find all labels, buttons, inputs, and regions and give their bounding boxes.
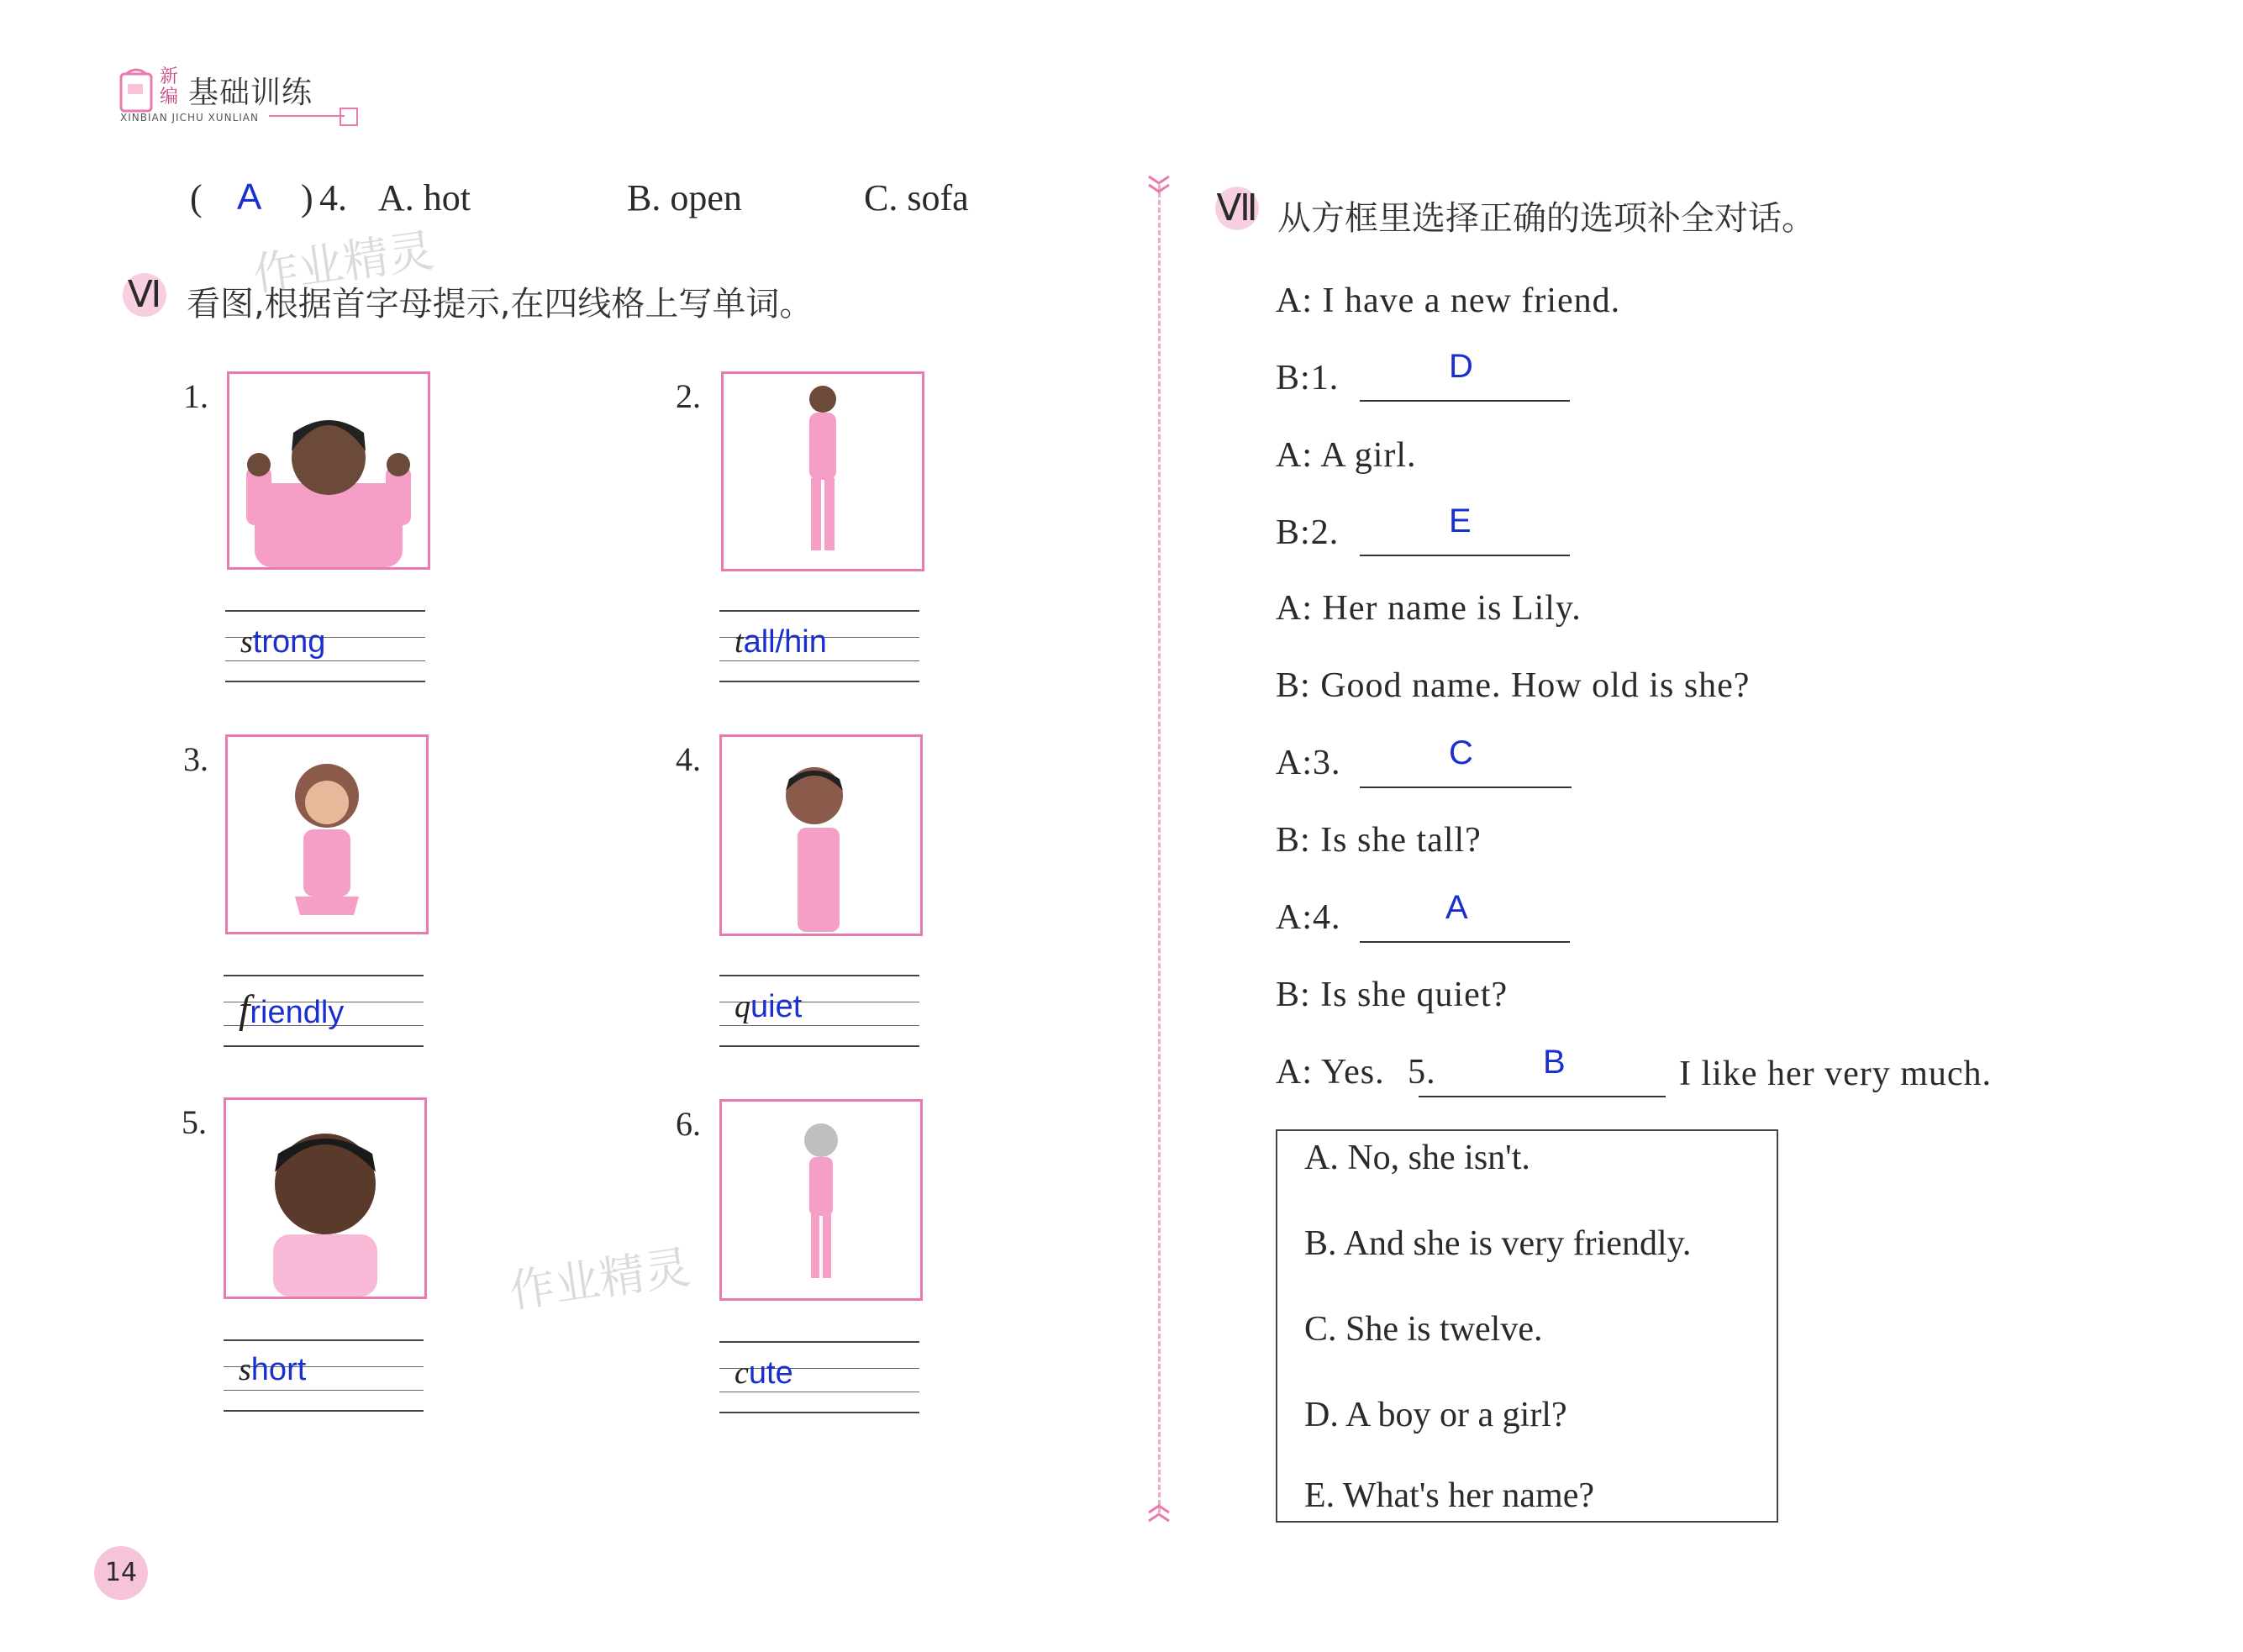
four-line-grid-5	[224, 1339, 424, 1341]
item-6-picture	[719, 1099, 923, 1301]
dialogue-line-4: B:2.	[1276, 513, 1340, 552]
speaker-label: B	[1276, 976, 1301, 1014]
dialogue-line-8: B: Is she tall?	[1276, 821, 1482, 860]
dialogue-text: I have a new friend.	[1322, 281, 1621, 320]
speaker-label: B	[1276, 359, 1301, 397]
blank-number: 2.	[1310, 513, 1340, 552]
dialogue-text: Is she quiet?	[1320, 976, 1508, 1014]
item-1-hint-letter: s	[240, 624, 253, 660]
item-5-answer	[239, 1351, 306, 1388]
brand-subtitle: XINBIAN JICHU XUNLIAN	[120, 112, 259, 124]
dialogue-line-5: A: Her name is Lily.	[1276, 589, 1582, 628]
cute-girl-illustration	[722, 1102, 920, 1298]
dialogue-text: Her name is Lily.	[1322, 589, 1582, 628]
q4-paren-open: (	[190, 177, 203, 218]
dialogue-line-6: B: Good name. How old is she?	[1276, 666, 1751, 705]
answer-blank-4	[1360, 941, 1570, 943]
dialogue-line-3: A: A girl.	[1276, 436, 1417, 475]
chevron-ornament-icon	[1146, 1501, 1172, 1524]
item-2-picture	[721, 371, 924, 571]
answer-blank-5	[1419, 1096, 1666, 1097]
strong-boy-illustration	[229, 374, 428, 567]
q4-paren-close: )	[301, 177, 313, 218]
item-5-picture	[224, 1097, 427, 1299]
item-2-answer	[735, 623, 827, 660]
short-boy-illustration	[226, 1100, 424, 1297]
blank-number: 4.	[1313, 898, 1341, 937]
brand-title: 基础训练	[188, 76, 313, 110]
dialogue-line-9: A:4.	[1276, 898, 1341, 937]
dialogue-text: Good name. How old is she?	[1320, 666, 1751, 705]
item-3-number: 3.	[183, 740, 208, 778]
item-5-answer-text: hort	[250, 1352, 307, 1387]
option-a: A. No, she isn't.	[1304, 1139, 1530, 1177]
quiet-boy-illustration	[722, 737, 920, 934]
section-7-number: Ⅶ	[1216, 187, 1258, 229]
q4-answer: A	[237, 176, 262, 218]
section-7-instruction: 从方框里选择正确的选项补全对话。	[1277, 199, 1815, 238]
item-5-hint-letter: s	[239, 1352, 251, 1387]
item-4-number: 4.	[676, 740, 701, 778]
blank-number: 3.	[1313, 744, 1341, 782]
item-3-answer	[239, 986, 344, 1033]
answer-4: A	[1445, 889, 1468, 926]
chevron-ornament-icon	[1146, 173, 1172, 197]
item-6-number: 6.	[676, 1105, 701, 1143]
answer-5: B	[1543, 1044, 1566, 1081]
item-1-answer-text: trong	[252, 624, 326, 660]
item-1-picture	[227, 371, 430, 570]
speaker-label: A	[1276, 281, 1303, 320]
page-number: 14	[94, 1546, 148, 1600]
four-line-grid-6	[719, 1341, 919, 1343]
item-4-answer	[735, 988, 802, 1025]
speaker-label: A	[1276, 589, 1303, 628]
option-e: E. What's her name?	[1304, 1476, 1594, 1515]
four-line-grid-3	[224, 975, 424, 976]
item-3-answer-text: riendly	[250, 995, 345, 1030]
speaker-label: A	[1276, 898, 1303, 937]
dialogue-line-11: A: Yes. 5.	[1276, 1053, 1436, 1092]
speaker-label: B	[1276, 821, 1301, 860]
item-1-answer	[240, 623, 325, 660]
four-line-grid-2	[719, 610, 919, 612]
watermark: 作业精灵	[250, 224, 437, 302]
q4-option-a: A. hot	[378, 177, 471, 218]
answer-blank-1	[1360, 400, 1570, 402]
section-6-number: Ⅵ	[123, 273, 166, 317]
speaker-label: A	[1276, 1053, 1303, 1092]
answer-blank-3	[1360, 787, 1572, 788]
divider-bottom-ornament	[1146, 1501, 1172, 1524]
item-4-hint-letter: q	[735, 989, 750, 1024]
q4-option-b: B. open	[627, 177, 742, 218]
item-3-picture	[225, 734, 429, 934]
item-4-picture	[719, 734, 923, 936]
dialogue-line-1: A: I have a new friend.	[1276, 281, 1621, 320]
option-d: D. A boy or a girl?	[1304, 1396, 1567, 1434]
q4-option-c: C. sofa	[864, 177, 969, 218]
dialogue-suffix: I like her very much.	[1679, 1055, 1993, 1093]
answer-blank-2	[1360, 555, 1570, 556]
dialogue-line-2: B:1.	[1276, 359, 1340, 397]
q4-number: 4.	[319, 177, 347, 218]
four-line-grid-4	[719, 975, 919, 976]
answer-1: D	[1449, 348, 1473, 385]
item-2-number: 2.	[676, 377, 701, 415]
divider-top-ornament	[1146, 173, 1172, 197]
answer-3: C	[1449, 734, 1473, 771]
speaker-label: B	[1276, 513, 1301, 552]
blank-number: 1.	[1310, 359, 1340, 397]
watermark: 作业精灵	[506, 1240, 693, 1318]
dialogue-line-10: B: Is she quiet?	[1276, 976, 1508, 1014]
dialogue-line-7: A:3.	[1276, 744, 1341, 782]
item-6-answer	[735, 1355, 793, 1392]
item-5-number: 5.	[182, 1103, 207, 1141]
blank-number: 5.	[1408, 1053, 1436, 1092]
answer-2: E	[1449, 502, 1472, 539]
brand-underline	[269, 115, 345, 117]
dialogue-prefix: Yes.	[1320, 1053, 1385, 1092]
speaker-label: B	[1276, 666, 1301, 705]
item-4-answer-text: uiet	[750, 989, 803, 1024]
friendly-girl-illustration	[228, 737, 426, 932]
item-6-hint-letter: c	[735, 1355, 749, 1391]
speaker-label: A	[1276, 744, 1303, 782]
brand-tag: 新编	[160, 66, 179, 108]
item-3-hint-letter: f	[239, 987, 250, 1032]
dialogue-text: A girl.	[1320, 436, 1417, 475]
option-c: C. She is twelve.	[1304, 1310, 1543, 1349]
brand-box	[340, 108, 358, 126]
page-divider	[1158, 185, 1161, 1513]
section-6-instruction: 看图,根据首字母提示,在四线格上写单词。	[187, 285, 813, 324]
speaker-label: A	[1276, 436, 1303, 475]
item-2-answer-text: all/hin	[743, 624, 827, 660]
item-6-answer-text: ute	[748, 1355, 793, 1391]
options-box	[1276, 1129, 1778, 1523]
item-2-hint-letter: t	[735, 624, 744, 660]
dialogue-text: Is she tall?	[1320, 821, 1482, 860]
item-1-number: 1.	[183, 377, 208, 415]
option-b: B. And she is very friendly.	[1304, 1224, 1692, 1263]
tall-girl-illustration	[724, 374, 922, 569]
four-line-grid-1	[225, 610, 425, 612]
